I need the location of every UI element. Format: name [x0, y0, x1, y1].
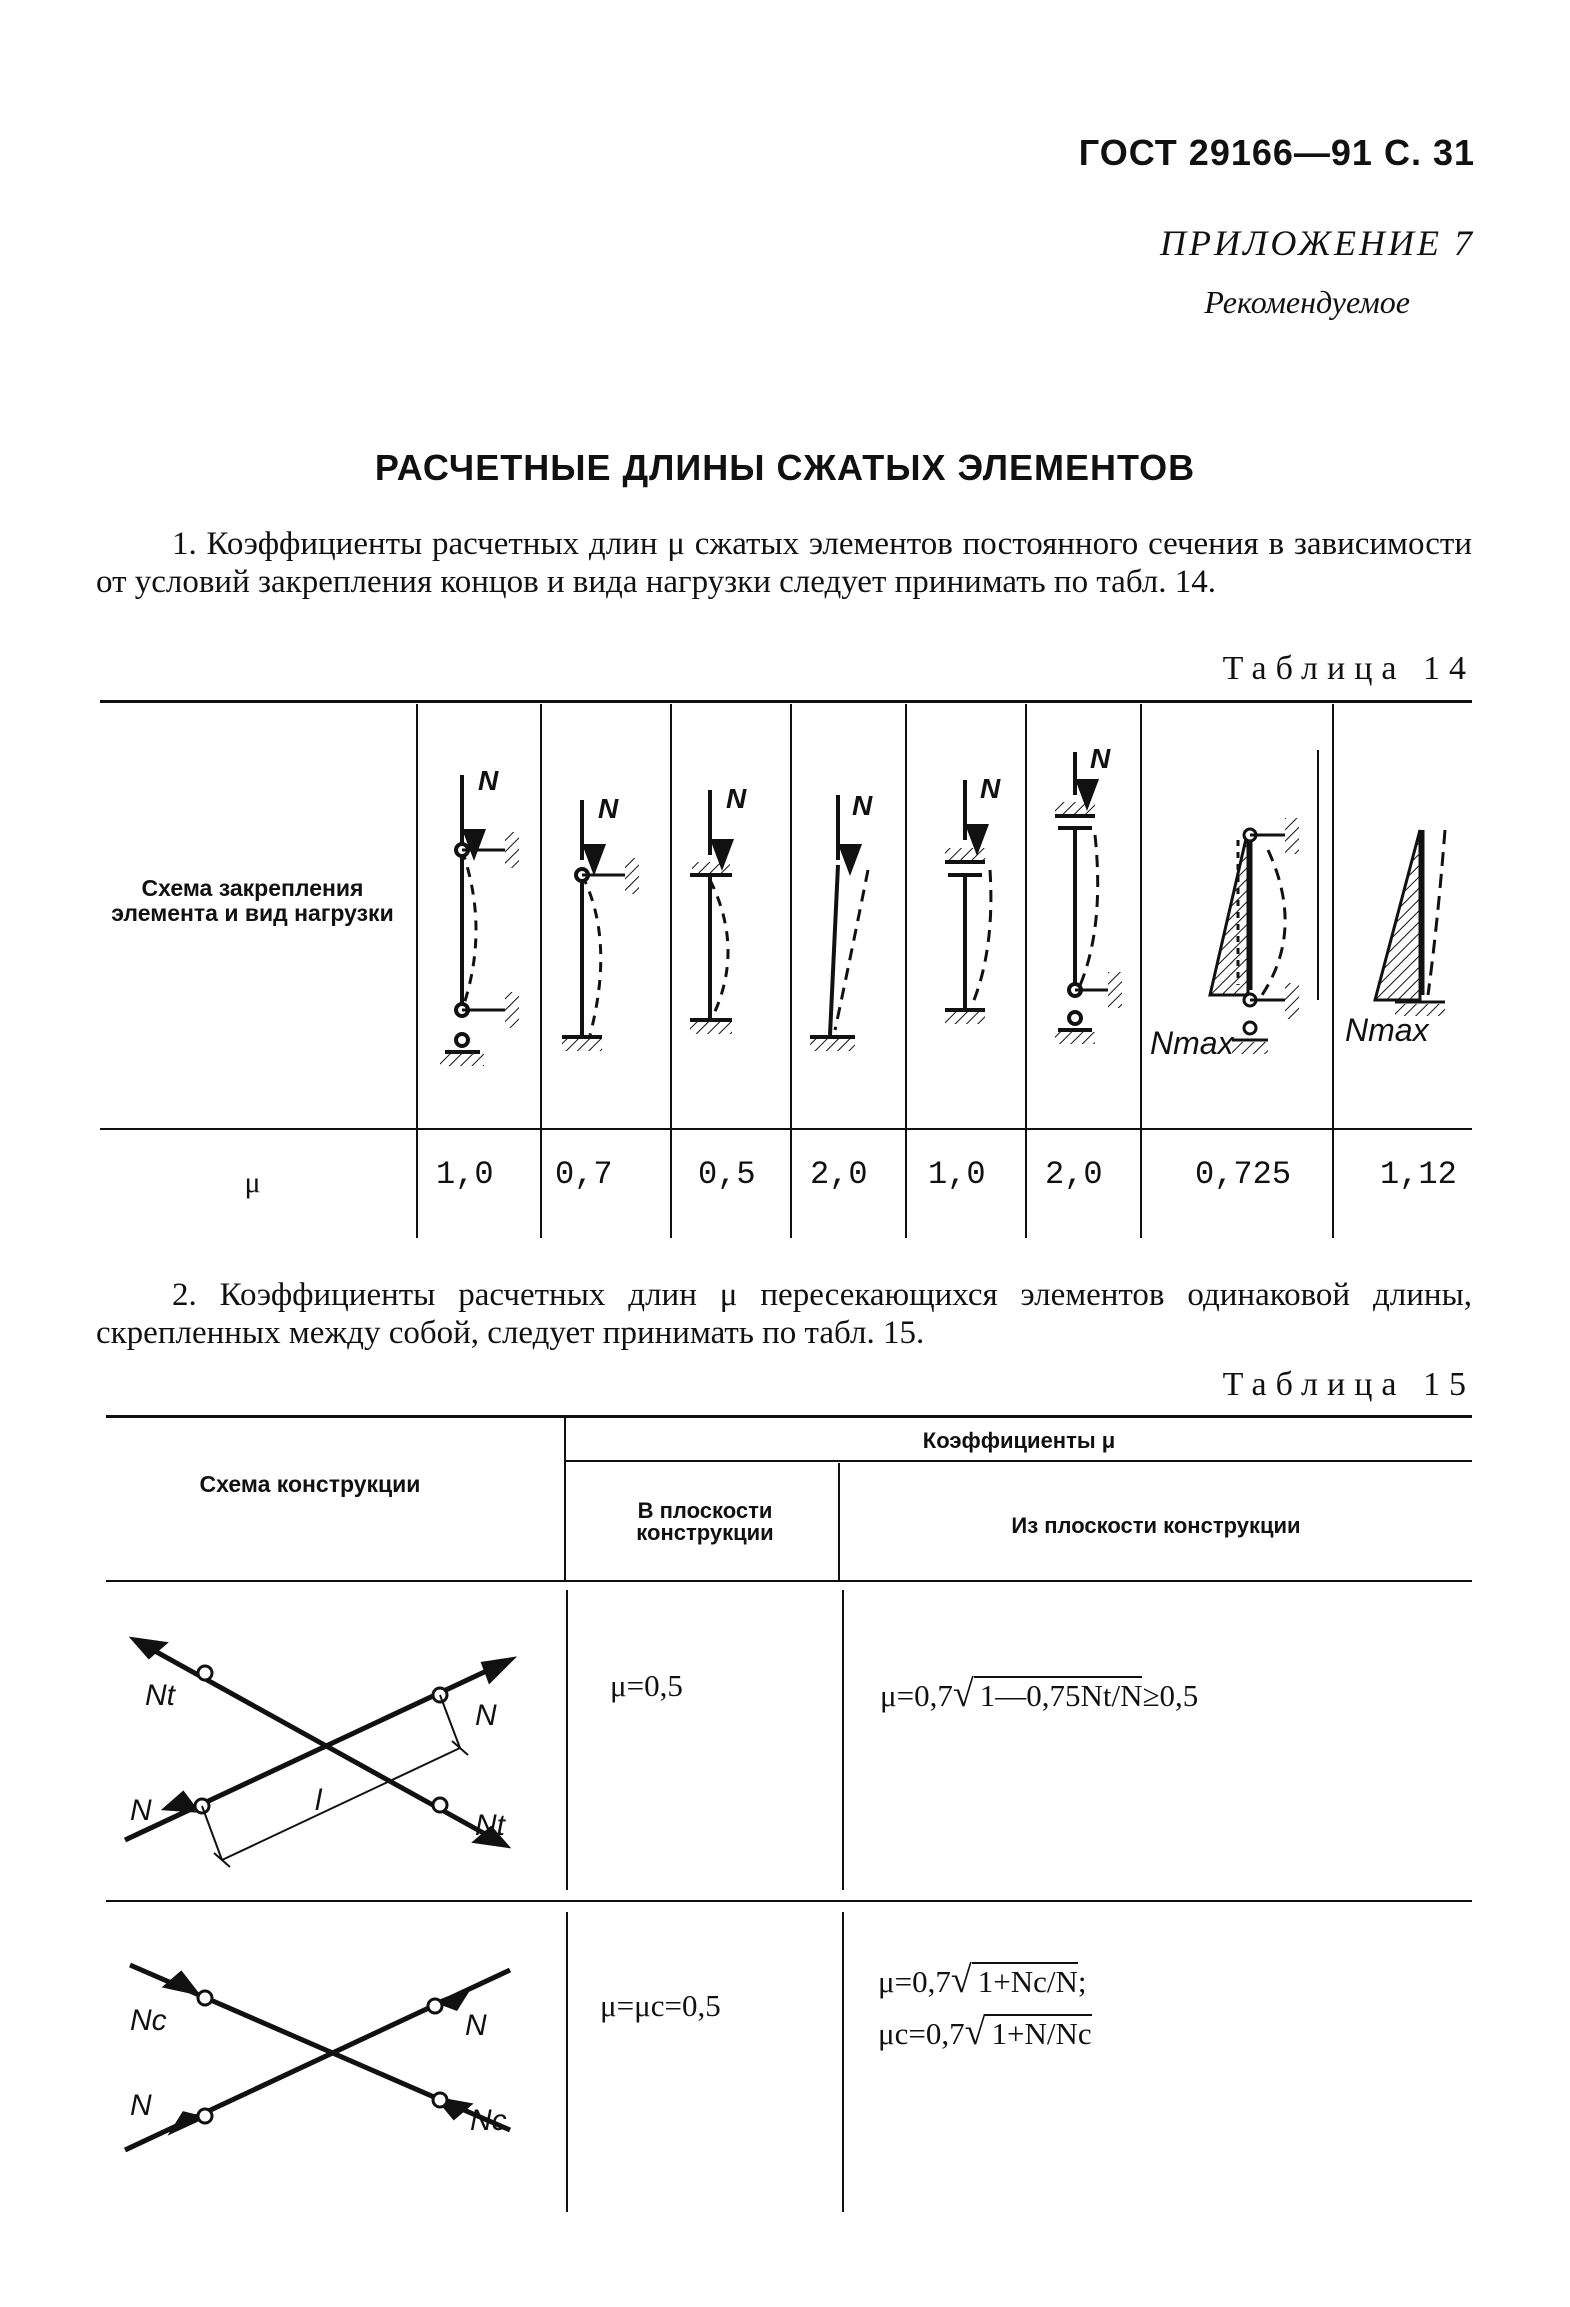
row1-out-suffix: ≥0,5: [1142, 1678, 1199, 1713]
scheme-1: [440, 775, 519, 1066]
mu-value-5: 1,0: [928, 1156, 986, 1193]
load-label-4: N: [852, 790, 873, 821]
paragraph-2: 2. Коэффициенты расчетных длин μ пересекающихся элементов одинаковой длины, скрепленных между собой, следует принимать по табл. 15.: [96, 1277, 1472, 1351]
label-n-2: N: [130, 1794, 152, 1827]
mu-value-6: 2,0: [1045, 1156, 1103, 1193]
mu-value-7: 0,725: [1195, 1156, 1292, 1193]
scheme-2: [562, 800, 639, 1051]
mu-value-1: 1,0: [436, 1156, 494, 1193]
scheme-4: [810, 795, 868, 1051]
load-label-1: N: [478, 765, 499, 796]
scheme-7: [1210, 750, 1318, 1054]
label-nt-1: Nt: [145, 1679, 175, 1712]
mu-value-8: 1,12: [1380, 1156, 1457, 1193]
row2-formula-2: μc=0,7√ 1+N/Nc: [878, 2011, 1092, 2053]
row1-in-plane: μ=0,5: [610, 1668, 683, 1703]
table-15-scheme-1: [110, 1610, 560, 1880]
table-15-out-plane-header: Из плоскости конструкции: [1011, 1513, 1301, 1538]
load-label-5: N: [980, 773, 1001, 804]
label-n-3: N: [465, 2009, 487, 2042]
scheme-6: [1055, 752, 1122, 1044]
row2-f2-prefix: μc=0,7: [878, 2016, 965, 2051]
mu-value-3: 0,5: [698, 1156, 756, 1193]
table-14-scheme-header: Схема закрепления элемента и вид нагрузки: [111, 875, 394, 926]
row2-in-plane: μ=μc=0,5: [600, 1988, 721, 2023]
label-nc-1: Nc: [130, 2004, 167, 2037]
table-14-label: Таблица 14: [1222, 650, 1475, 687]
label-n-1: N: [475, 1699, 497, 1732]
row2-f1-suffix: ;: [1077, 1964, 1087, 1999]
table-15-label: Таблица 15: [1222, 1366, 1475, 1403]
appendix-status: Рекомендуемое: [1204, 284, 1410, 320]
scheme-8: [1375, 830, 1445, 1016]
nmax-label-1: Nmax: [1150, 1025, 1234, 1061]
mu-value-2: 0,7: [555, 1156, 613, 1193]
row2-f2-radicand: 1+N/Nc: [985, 2014, 1091, 2051]
label-l: l: [315, 1784, 322, 1817]
row1-out-radicand: 1—0,75Nt/N: [974, 1676, 1143, 1713]
paragraph-1: 1. Коэффициенты расчетных длин μ сжатых элементов постоянного сечения в зависимости от условий закрепления концов и вида нагрузки следует принимать по табл. 14.: [96, 526, 1472, 600]
appendix-title: ПРИЛОЖЕНИЕ 7: [1160, 223, 1475, 263]
label-n-4: N: [130, 2089, 152, 2122]
row1-out-plane: μ=0,7√ 1—0,75Nt/N≥0,5: [880, 1673, 1199, 1715]
document-header: ГОСТ 29166—91 С. 31: [1078, 132, 1475, 173]
label-nt-2: Nt: [475, 1809, 505, 1842]
row1-out-prefix: μ=0,7: [880, 1678, 953, 1713]
label-nc-2: Nc: [470, 2104, 507, 2137]
nmax-label-2: Nmax: [1345, 1012, 1429, 1048]
table-15-in-plane-header: В плоскости конструкции: [636, 1498, 774, 1545]
table-15-coeffs-header: Коэффициенты μ: [922, 1428, 1116, 1453]
table-14-mu-header: μ: [244, 1166, 261, 1199]
row2-formula-1: μ=0,7√ 1+Nc/N;: [878, 1959, 1087, 2001]
load-label-3: N: [726, 783, 747, 814]
scheme-5: [945, 780, 991, 1024]
table-15-scheme-2: [110, 1930, 560, 2200]
scheme-3: [690, 790, 732, 1034]
row2-f1-radicand: 1+Nc/N: [972, 1962, 1078, 1999]
table-15-scheme-header: Схема конструкции: [199, 1471, 421, 1497]
load-label-6: N: [1090, 743, 1111, 774]
section-title: РАСЧЕТНЫЕ ДЛИНЫ СЖАТЫХ ЭЛЕМЕНТОВ: [374, 447, 1196, 488]
row2-f1-prefix: μ=0,7: [878, 1964, 951, 1999]
load-label-2: N: [598, 793, 619, 824]
table-14-schemes: [0, 700, 1570, 1130]
mu-value-4: 2,0: [810, 1156, 868, 1193]
